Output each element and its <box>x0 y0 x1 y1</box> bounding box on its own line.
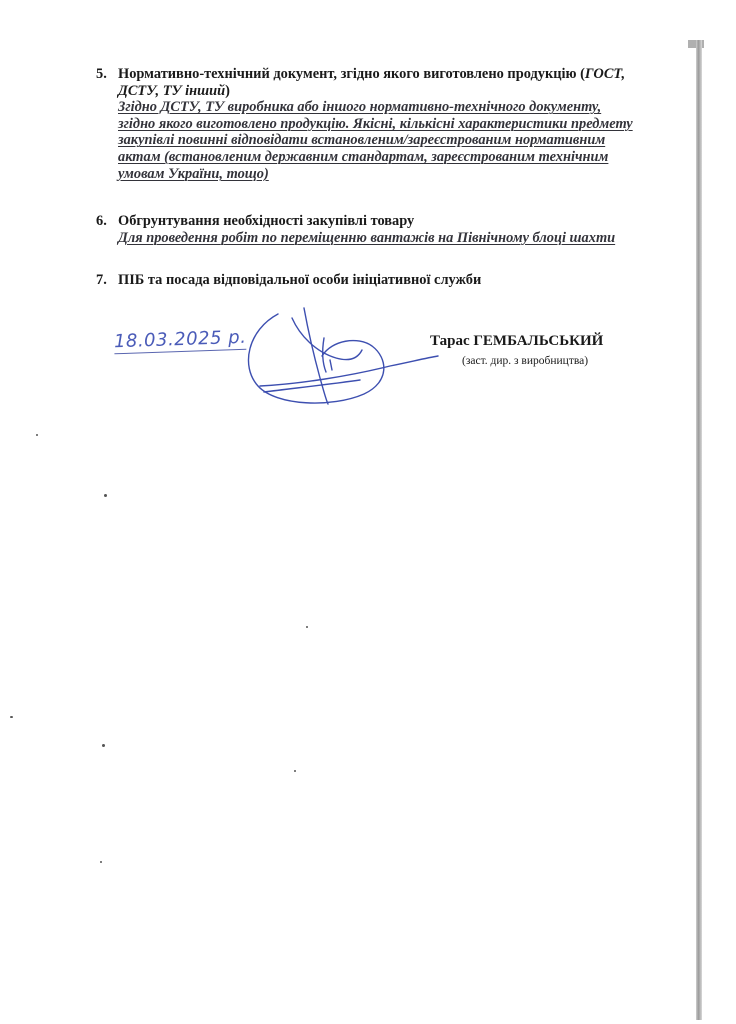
item-number: 5. <box>96 66 107 82</box>
scan-speck <box>100 861 102 863</box>
scan-speck <box>36 434 38 436</box>
heading-italic: ГОСТ, ДСТУ, ТУ інший <box>118 66 626 99</box>
scan-speck <box>294 770 296 772</box>
scan-speck <box>306 626 308 628</box>
signature-date: 18.03.2025 р. <box>113 326 247 353</box>
signatory-name: Тарас ГЕМБАЛЬСЬКИЙ <box>430 333 604 349</box>
list-item-6 <box>96 213 636 246</box>
item-heading <box>118 66 636 99</box>
scan-speck <box>102 744 105 747</box>
scan-speck <box>104 494 107 497</box>
heading-suffix: ) <box>225 82 230 99</box>
item-number: 7. <box>96 272 107 288</box>
list-item-5 <box>96 66 636 182</box>
scan-edge-artifact <box>696 40 702 1020</box>
item-heading: ПІБ та посада відповідальної особи ініціативної служби <box>118 272 482 288</box>
item-note: Для проведення робіт по переміщенню вантажів на Північному блоці шахти <box>118 229 616 246</box>
item-heading: Обгрунтування необхідності закупівлі товару <box>118 213 415 229</box>
scan-speck <box>10 716 13 718</box>
item-note: Згідно ДСТУ, ТУ виробника або іншого нормативно-технічного документу, згідно якого виготовлено продукцію. Якісні, кількісні характеристики предмету закупівлі повинні відповідати встановленим/зареєстрованим нормативним актам (встановленим державним стандартам, зареєстрованим технічним умовам України, тощо) <box>118 99 633 182</box>
signatory-title: (заст. дир. з виробництва) <box>462 355 589 367</box>
handwritten-signature <box>240 300 440 410</box>
heading-prefix: Нормативно-технічний документ, згідно якого виготовлено продукцію ( <box>118 66 585 82</box>
list-item-7 <box>96 272 636 289</box>
item-number: 6. <box>96 213 107 229</box>
